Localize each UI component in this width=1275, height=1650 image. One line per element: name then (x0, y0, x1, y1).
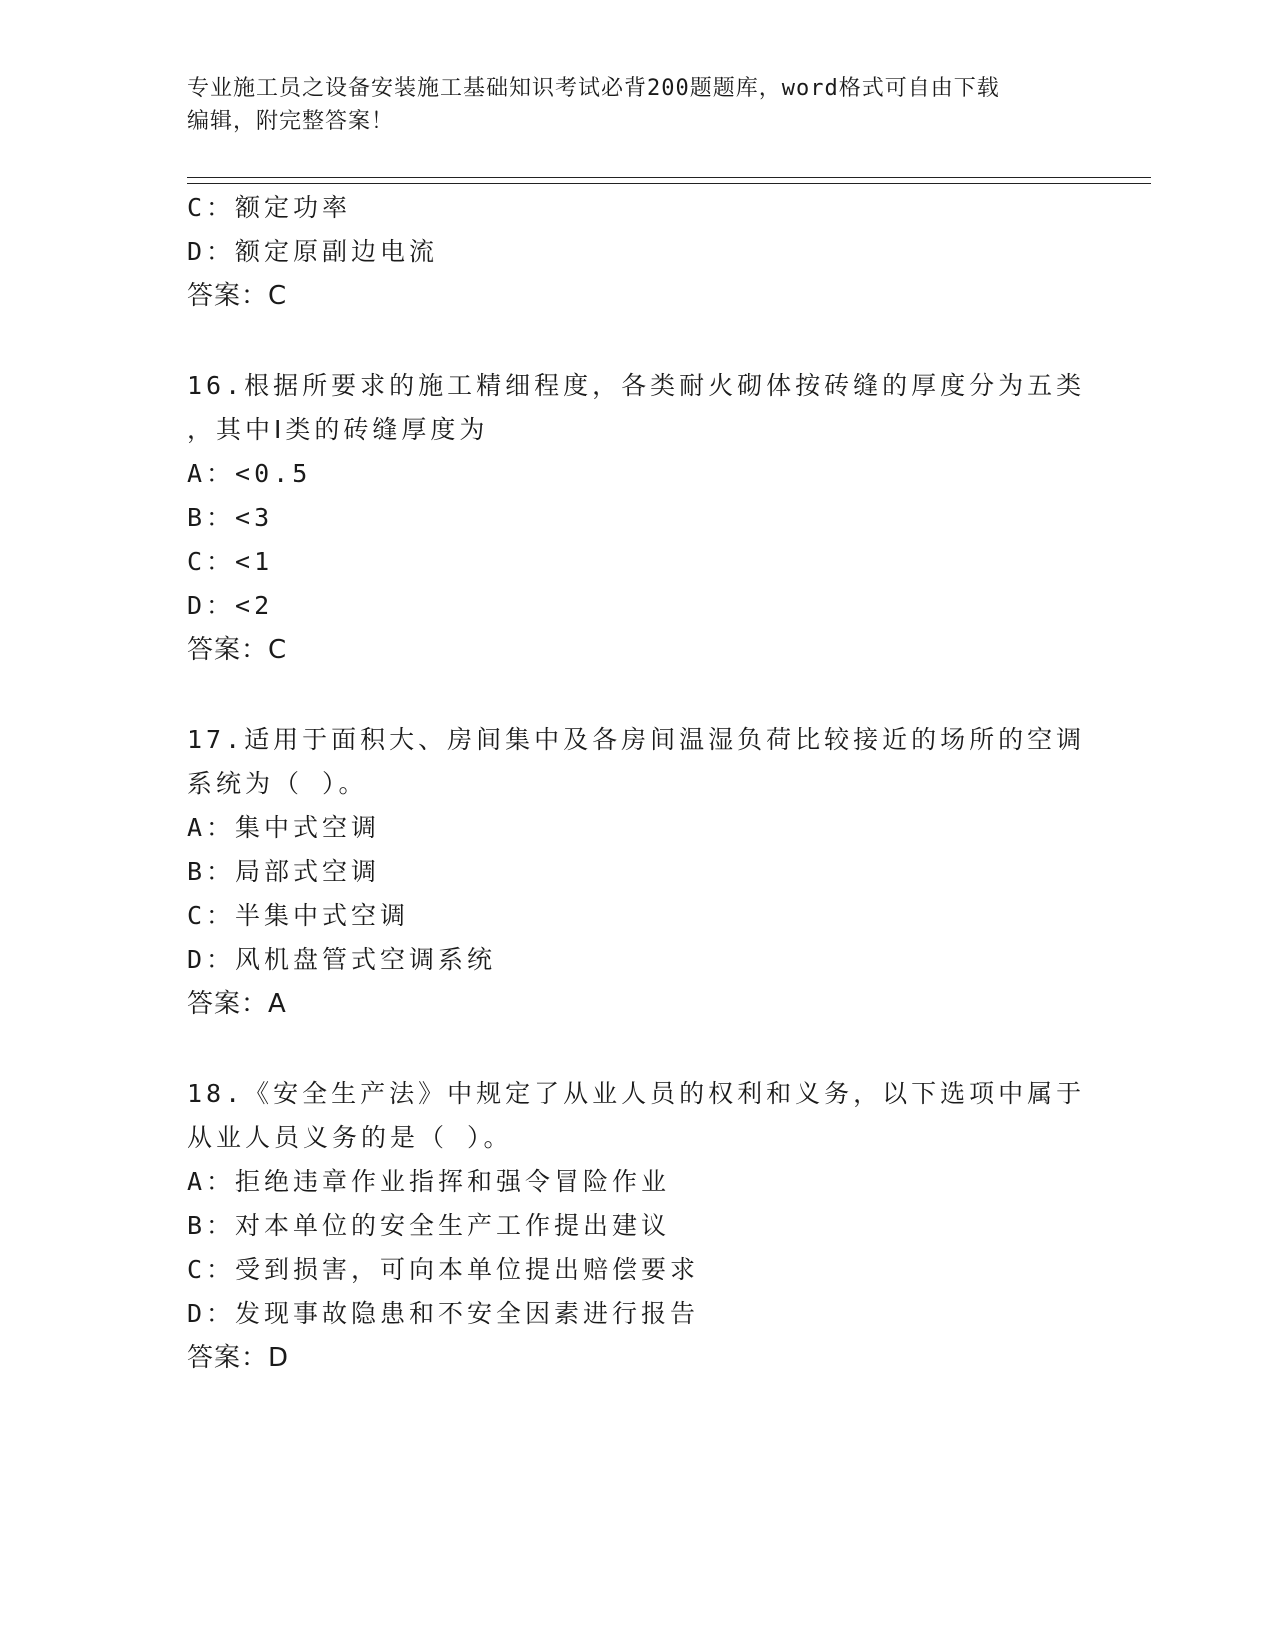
q18-option-d: D：发现事故隐患和不安全因素进行报告 (187, 1299, 700, 1328)
q16-stem-line-2: ，其中Ⅰ类的砖缝厚度为 (187, 415, 489, 444)
q17-option-b: B：局部式空调 (187, 857, 381, 886)
document-header (187, 72, 1087, 138)
header-divider-bottom (187, 183, 1151, 184)
q17-option-d: D：风机盘管式空调系统 (187, 945, 497, 974)
q18-stem-line-2: 从业人员义务的是（ ）。 (187, 1123, 513, 1152)
header-divider-top (187, 177, 1151, 178)
q18-option-c: C：受到损害，可向本单位提出赔偿要求 (187, 1255, 700, 1284)
q15-option-d: D：额定原副边电流 (187, 237, 439, 266)
q17-answer: 答案：A (187, 989, 287, 1019)
q18-option-a: A：拒绝违章作业指挥和强令冒险作业 (187, 1167, 671, 1196)
q16-stem-line-1: 16.根据所要求的施工精细程度，各类耐火砌体按砖缝的厚度分为五类 (187, 371, 1086, 400)
q17-option-a: A：集中式空调 (187, 813, 381, 842)
q18-stem-line-1: 18.《安全生产法》中规定了从业人员的权利和义务，以下选项中属于 (187, 1079, 1086, 1108)
q17-stem-line-2: 系统为（ ）。 (187, 769, 368, 798)
q16-option-b: B：<3 (187, 503, 274, 532)
header-line-1: 专业施工员之设备安装施工基础知识考试必背200题题库，word格式可自由下载 (187, 76, 1000, 101)
q18-option-b: B：对本单位的安全生产工作提出建议 (187, 1211, 671, 1240)
q17-stem-line-1: 17.适用于面积大、房间集中及各房间温湿负荷比较接近的场所的空调 (187, 725, 1086, 754)
q15-option-c: C：额定功率 (187, 193, 352, 222)
q16-option-d: D：<2 (187, 591, 274, 620)
q17-option-c: C：半集中式空调 (187, 901, 410, 930)
q16-option-c: C：<1 (187, 547, 274, 576)
q15-answer: 答案：C (187, 281, 288, 311)
q16-answer: 答案：C (187, 635, 288, 665)
q18-answer: 答案：D (187, 1343, 290, 1373)
header-line-2: 编辑，附完整答案！ (187, 109, 395, 134)
q16-option-a: A：<0.5 (187, 459, 312, 488)
